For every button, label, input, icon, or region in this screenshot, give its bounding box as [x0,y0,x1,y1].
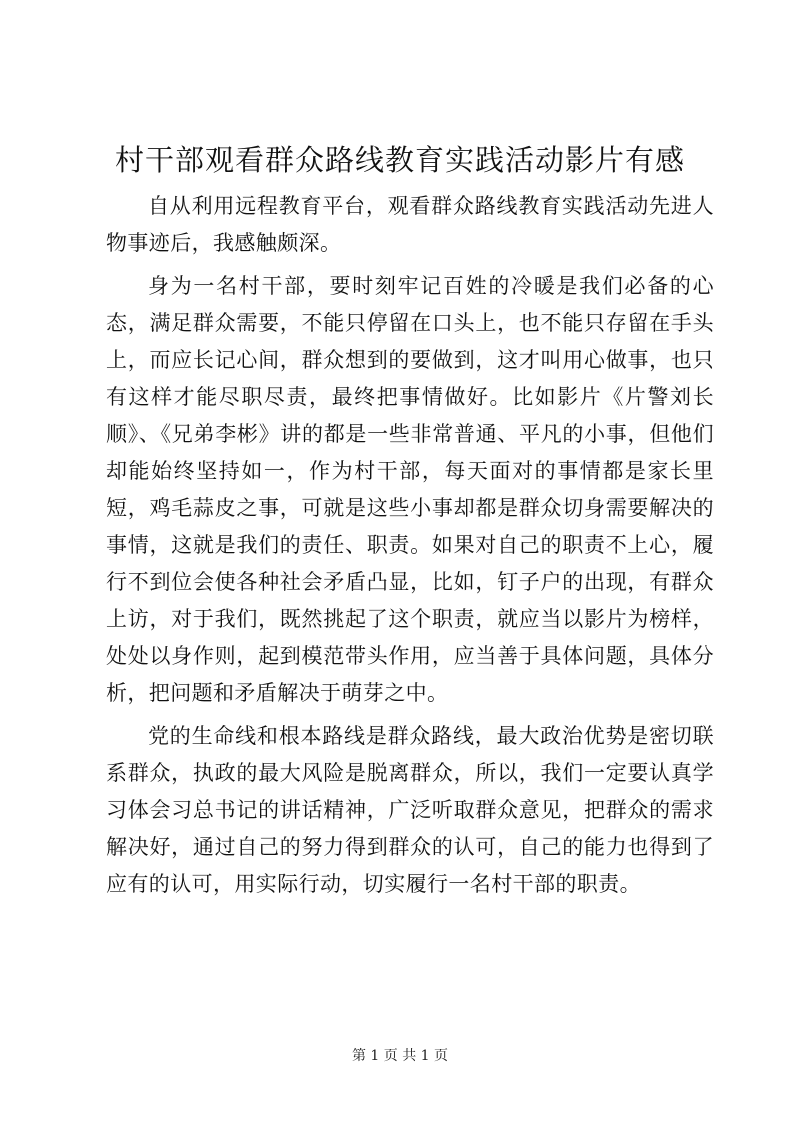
paragraph-2: 身为一名村干部，要时刻牢记百姓的冷暖是我们必备的心态，满足群众需要，不能只停留在口头上，也不能只存留在手头上，而应长记心间，群众想到的要做到，这才叫用心做事，也只有这样才能尽职尽责，最终把事情做好。比如影片《片警刘长顺》、《兄弟李彬》讲的都是一些非常普通、平凡的小事，但他们却能始终坚持如一，作为村干部，每天面对的事情都是家长里短，鸡毛蒜皮之事，可就是这些小事却都是群众切身需要解决的事情，这就是我们的责任、职责。如果对自己的职责不上心，履行不到位会使各种社会矛盾凸显，比如，钉子户的出现，有群众上访，对于我们，既然挑起了这个职责，就应当以影片为榜样，处处以身作则，起到模范带头作用，应当善于具体问题，具体分析，把问题和矛盾解决于萌芽之中。 [106,274,714,705]
document-body [106,188,714,903]
page-footer: 第 1 页 共 1 页 [351,1048,449,1064]
paragraph-1: 自从利用远程教育平台，观看群众路线教育实践活动先进人物事迹后，我感触颇深。 [106,194,714,255]
paragraph-3: 党的生命线和根本路线是群众路线，最大政治优势是密切联系群众，执政的最大风险是脱离群众，所以，我们一定要认真学习体会习总书记的讲话精神，广泛听取群众意见，把群众的需求解决好，通过自己的努力得到群众的认可，自己的能力也得到了应有的认可，用实际行动，切实履行一名村干部的职责。 [106,724,714,896]
document-title: 村干部观看群众路线教育实践活动影片有感 [114,143,685,177]
